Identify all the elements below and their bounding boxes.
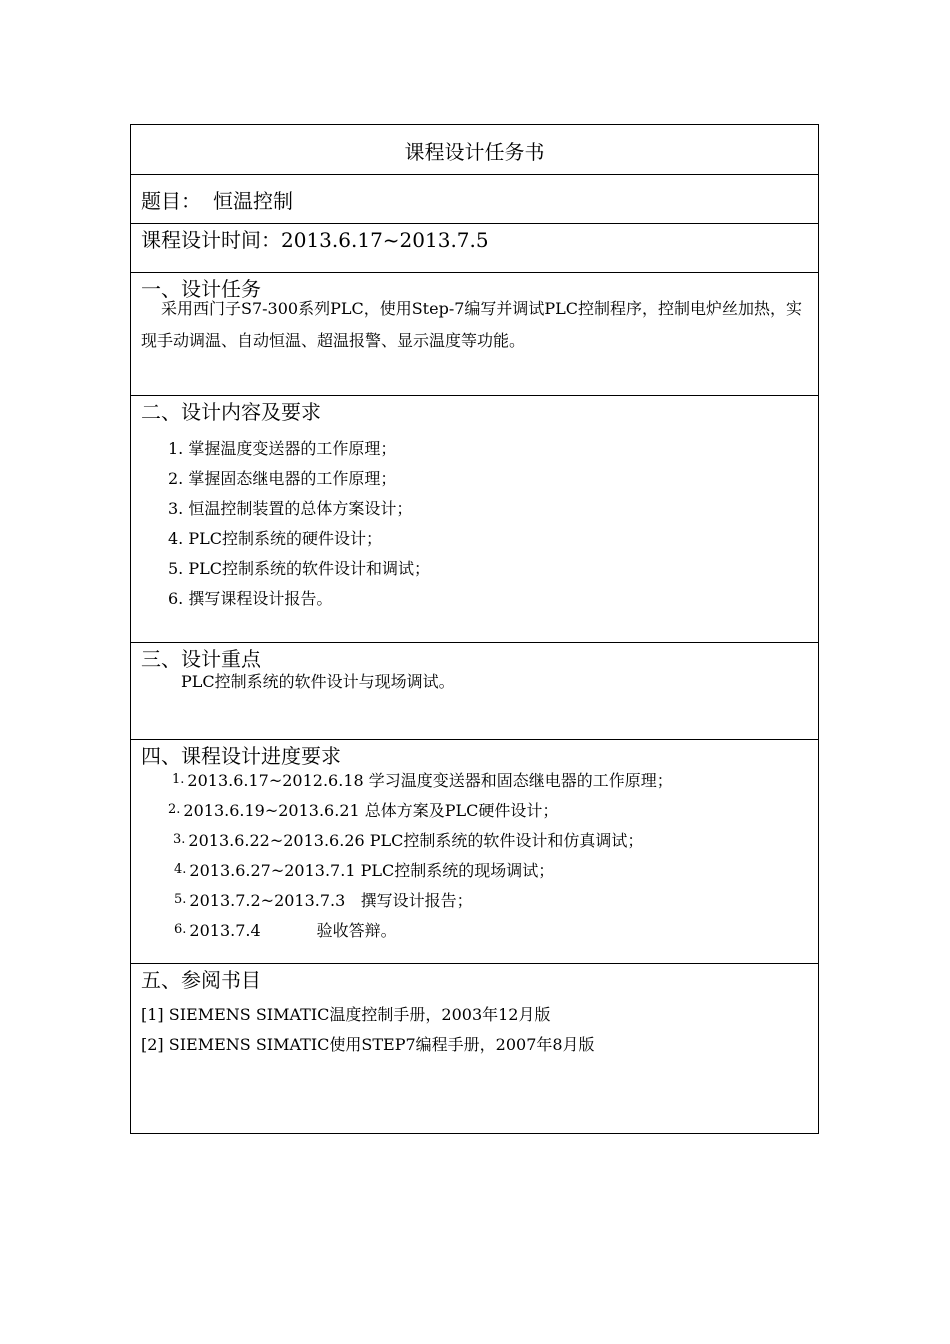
list-item: 3. 恒温控制装置的总体方案设计；: [168, 499, 413, 518]
section-heading: 三、设计重点: [141, 647, 261, 671]
section-references: [131, 964, 818, 1133]
topic-row: [131, 175, 818, 224]
section-heading: 五、参阅书目: [141, 968, 261, 992]
list-item: 2. 掌握固态继电器的工作原理；: [168, 469, 397, 488]
time-label: 课程设计时间：: [141, 228, 281, 252]
topic-value: 恒温控制: [213, 189, 293, 213]
list-item: [168, 798, 558, 821]
time-line: [141, 224, 489, 253]
item-text: 2013.7.4 验收答辩。: [189, 921, 397, 940]
list-item: 6. 撰写课程设计报告。: [168, 589, 333, 608]
section-content: [131, 396, 818, 643]
item-text: 2013.6.19~2013.6.21 总体方案及PLC硬件设计；: [183, 801, 559, 820]
item-number: 3.: [173, 832, 186, 847]
topic-line: [141, 185, 293, 214]
item-number: 6.: [174, 922, 187, 937]
list-item: [174, 918, 397, 941]
section-heading: 二、设计内容及要求: [141, 400, 321, 424]
section-heading: 四、课程设计进度要求: [141, 744, 341, 768]
task-book-table: [130, 124, 819, 1134]
list-item: [174, 858, 554, 881]
item-number: 4.: [174, 862, 187, 877]
list-item: [172, 768, 673, 791]
section-task: [131, 273, 818, 396]
item-text: 2013.6.22~2013.6.26 PLC控制系统的软件设计和仿真调试；: [188, 831, 644, 850]
item-text: 2013.6.27~2013.7.1 PLC控制系统的现场调试；: [189, 861, 555, 880]
item-text: 2013.6.17~2012.6.18 学习温度变送器和固态继电器的工作原理；: [187, 771, 673, 790]
reference-item: [1] SIEMENS SIMATIC温度控制手册，2003年12月版: [141, 1005, 551, 1024]
section-body: 采用西门子S7-300系列PLC，使用Step-7编写并调试PLC控制程序，控制电炉丝加热，实现手动调温、自动恒温、超温报警、显示温度等功能。: [141, 299, 803, 350]
section-heading: 一、设计任务: [141, 277, 261, 301]
time-value: 2013.6.17~2013.7.5: [281, 228, 489, 252]
section-schedule: [131, 740, 818, 964]
page-title: 课程设计任务书: [404, 140, 545, 164]
list-item: 5. PLC控制系统的软件设计和调试；: [168, 559, 430, 578]
item-number: 2.: [168, 802, 181, 817]
list-item: [173, 828, 643, 851]
reference-item: [2] SIEMENS SIMATIC使用STEP7编程手册，2007年8月版: [141, 1035, 595, 1054]
item-number: 1.: [172, 772, 185, 787]
list-item: 1. 掌握温度变送器的工作原理；: [168, 439, 397, 458]
item-text: 2013.7.2~2013.7.3 撰写设计报告；: [189, 891, 473, 910]
section-focus: [131, 643, 818, 740]
topic-label: 题目：: [141, 189, 201, 213]
title-row: [131, 125, 818, 175]
time-row: [131, 224, 818, 273]
list-item: [174, 888, 473, 911]
item-number: 5.: [174, 892, 187, 907]
list-item: 4. PLC控制系统的硬件设计；: [168, 529, 382, 548]
section-body: PLC控制系统的软件设计与现场调试。: [181, 672, 455, 691]
